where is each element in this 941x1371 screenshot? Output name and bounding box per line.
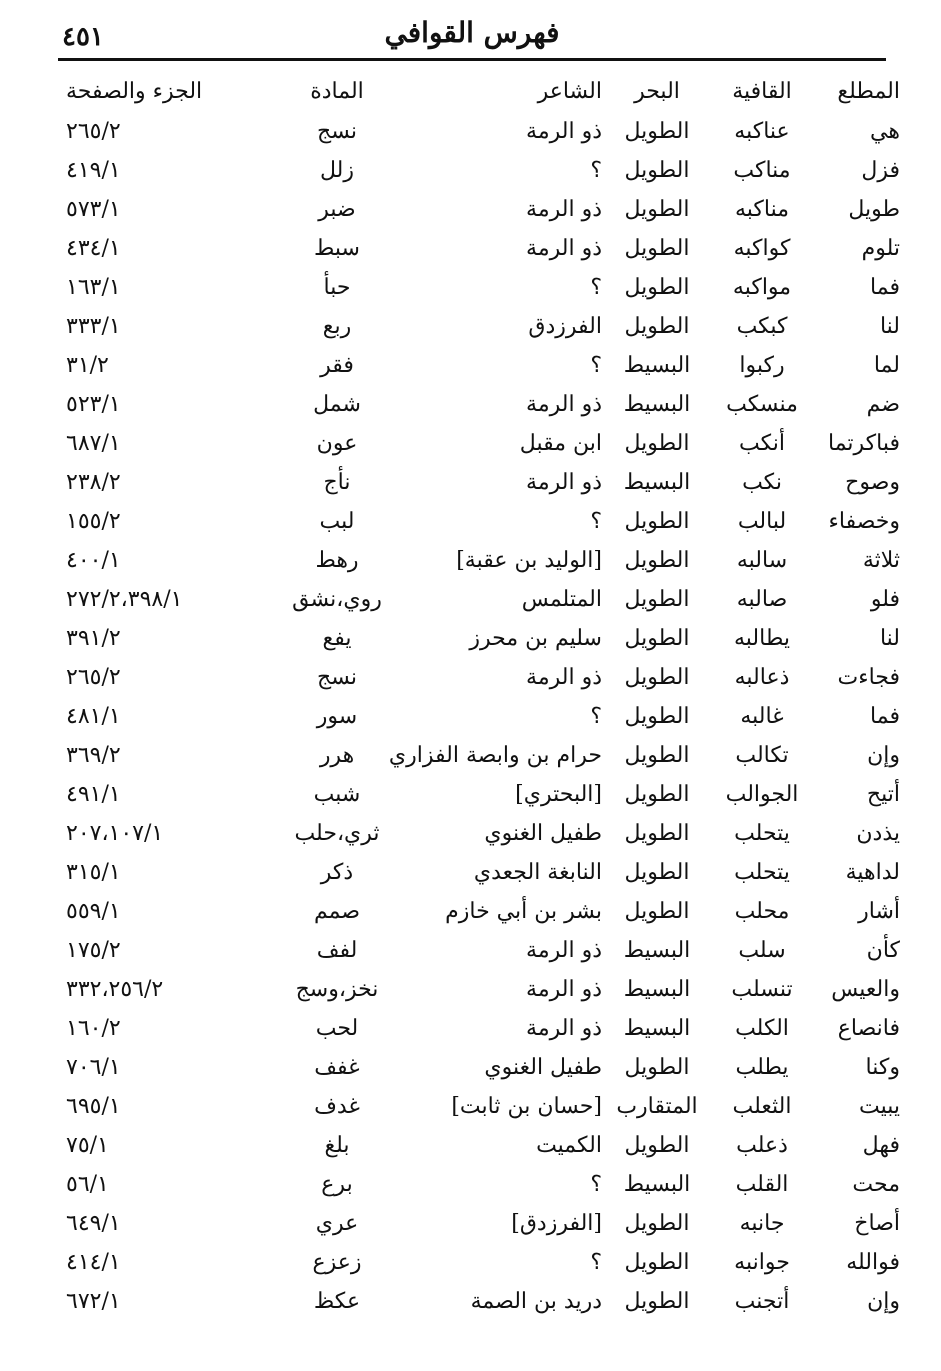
table-row bbox=[58, 463, 900, 502]
cell-volume-page: ٧٠٦/١ bbox=[66, 1055, 121, 1080]
cell-volume-page: ٣٩١/٢ bbox=[66, 626, 121, 651]
table-row bbox=[58, 1009, 900, 1048]
cell-poet: ذو الرمة bbox=[526, 197, 602, 222]
cell-poet: بشر بن أبي خازم bbox=[445, 899, 602, 924]
cell-opening: فلو bbox=[870, 587, 900, 612]
page-number: ٤٥١ bbox=[62, 22, 104, 52]
cell-root: هرر bbox=[319, 743, 355, 768]
cell-meter: الطويل bbox=[624, 704, 690, 729]
cell-opening: طويل bbox=[848, 197, 900, 222]
cell-root: ضبر bbox=[318, 197, 356, 222]
column-header-opening: المطلع bbox=[837, 78, 900, 104]
cell-volume-page: ٦٨٧/١ bbox=[66, 431, 121, 456]
cell-opening: يذدن bbox=[856, 821, 900, 846]
table-row bbox=[58, 1282, 900, 1321]
cell-poet: ؟ bbox=[590, 704, 602, 729]
table-row bbox=[58, 814, 900, 853]
cell-opening: وصوح bbox=[845, 470, 900, 495]
cell-root: نأج bbox=[323, 470, 351, 495]
cell-poet: سليم بن محرز bbox=[469, 626, 602, 651]
cell-meter: الطويل bbox=[624, 821, 690, 846]
cell-root: برع bbox=[321, 1172, 353, 1197]
cell-opening: فانصاع bbox=[837, 1016, 900, 1041]
table-row bbox=[58, 892, 900, 931]
cell-rhyme: منسكب bbox=[726, 392, 798, 417]
cell-meter: الطويل bbox=[624, 899, 690, 924]
cell-rhyme: لبالب bbox=[737, 509, 787, 534]
cell-root: ربع bbox=[322, 314, 352, 339]
cell-rhyme: الثعلب bbox=[732, 1094, 792, 1119]
cell-volume-page: ٥٦/١ bbox=[66, 1172, 109, 1197]
cell-rhyme: مواكبه bbox=[732, 275, 792, 300]
cell-opening: لنا bbox=[879, 314, 900, 339]
cell-root: عون bbox=[316, 431, 358, 456]
column-header-rhyme: القافية bbox=[732, 78, 792, 104]
cell-poet: ؟ bbox=[590, 1250, 602, 1275]
cell-meter: البسيط bbox=[623, 353, 691, 378]
cell-volume-page: ٤٠٠/١ bbox=[66, 548, 121, 573]
cell-meter: الطويل bbox=[624, 1289, 690, 1314]
cell-meter: الطويل bbox=[624, 587, 690, 612]
cell-meter: الطويل bbox=[624, 1211, 690, 1236]
cell-poet: ؟ bbox=[590, 353, 602, 378]
cell-rhyme: مناكبه bbox=[734, 197, 790, 222]
cell-root: زعزع bbox=[312, 1250, 362, 1275]
cell-volume-page: ٦٧٢/١ bbox=[66, 1289, 121, 1314]
cell-volume-page: ٤٨١/١ bbox=[66, 704, 121, 729]
cell-rhyme: القلب bbox=[735, 1172, 789, 1197]
cell-meter: البسيط bbox=[623, 938, 691, 963]
cell-opening: فزل bbox=[861, 158, 900, 183]
cell-volume-page: ٦٤٩/١ bbox=[66, 1211, 121, 1236]
cell-meter: الطويل bbox=[624, 275, 690, 300]
cell-rhyme: يطلب bbox=[735, 1055, 789, 1080]
cell-root: نخز،وسج bbox=[295, 977, 379, 1002]
cell-poet: الكميت bbox=[536, 1133, 602, 1158]
cell-volume-page: ٧٥/١ bbox=[66, 1133, 109, 1158]
cell-poet: [البحتري] bbox=[515, 782, 602, 807]
cell-opening: محت bbox=[852, 1172, 900, 1197]
cell-root: يفع bbox=[322, 626, 352, 651]
cell-volume-page: ٢٦٥/٢ bbox=[66, 665, 121, 690]
cell-root: فقر bbox=[320, 353, 354, 378]
cell-opening: لداهية bbox=[845, 860, 900, 885]
table-body bbox=[58, 112, 900, 1321]
cell-poet: ذو الرمة bbox=[526, 119, 602, 144]
page-header bbox=[58, 8, 886, 56]
cell-opening: فما bbox=[870, 275, 900, 300]
column-header-root: المادة bbox=[310, 78, 364, 104]
table-row bbox=[58, 853, 900, 892]
cell-poet: ذو الرمة bbox=[526, 470, 602, 495]
cell-opening: والعيس bbox=[831, 977, 900, 1002]
table-row bbox=[58, 580, 900, 619]
cell-opening: أشار bbox=[858, 899, 900, 924]
cell-meter: الطويل bbox=[624, 665, 690, 690]
cell-volume-page: ١٦٠/٢ bbox=[66, 1016, 121, 1041]
cell-root: لفف bbox=[316, 938, 358, 963]
cell-root: غدف bbox=[314, 1094, 360, 1119]
cell-meter: الطويل bbox=[624, 782, 690, 807]
cell-opening: أصاخ bbox=[854, 1211, 900, 1236]
cell-opening: فوالله bbox=[846, 1250, 900, 1275]
cell-rhyme: صالبه bbox=[736, 587, 788, 612]
cell-poet: دريد بن الصمة bbox=[470, 1289, 602, 1314]
cell-rhyme: تكالب bbox=[735, 743, 789, 768]
cell-volume-page: ٣٦٩/٢ bbox=[66, 743, 121, 768]
cell-opening: لنا bbox=[879, 626, 900, 651]
column-header-ref: الجزء والصفحة bbox=[66, 78, 203, 104]
table-row bbox=[58, 1048, 900, 1087]
cell-root: سور bbox=[316, 704, 358, 729]
cell-rhyme: نكب bbox=[742, 470, 782, 495]
cell-opening: وخصفاء bbox=[828, 509, 900, 534]
cell-poet: ؟ bbox=[590, 275, 602, 300]
cell-root: نسج bbox=[317, 119, 357, 144]
cell-meter: الطويل bbox=[624, 626, 690, 651]
cell-opening: كأن bbox=[866, 938, 900, 963]
cell-rhyme: ركبوا bbox=[739, 353, 785, 378]
page-title: فهرس القوافي bbox=[384, 16, 560, 49]
cell-root: شبب bbox=[313, 782, 361, 807]
table-row bbox=[58, 1087, 900, 1126]
cell-root: نسج bbox=[317, 665, 357, 690]
cell-meter: الطويل bbox=[624, 548, 690, 573]
cell-rhyme: الكلب bbox=[735, 1016, 789, 1041]
cell-volume-page: ١٧٥/٢ bbox=[66, 938, 121, 963]
table-row bbox=[58, 268, 900, 307]
table-row bbox=[58, 619, 900, 658]
table-row bbox=[58, 658, 900, 697]
cell-meter: البسيط bbox=[623, 470, 691, 495]
cell-root: لبب bbox=[319, 509, 355, 534]
table-row bbox=[58, 502, 900, 541]
cell-poet: النابغة الجعدي bbox=[473, 860, 602, 885]
cell-rhyme: غالبه bbox=[740, 704, 784, 729]
cell-poet: حرام بن وابصة الفزاري bbox=[388, 743, 602, 768]
table-row bbox=[58, 229, 900, 268]
cell-meter: الطويل bbox=[624, 431, 690, 456]
cell-poet: [الفرزدق] bbox=[511, 1211, 602, 1236]
cell-root: ذكر bbox=[320, 860, 354, 885]
cell-opening: وإن bbox=[867, 1289, 900, 1314]
table-row bbox=[58, 1243, 900, 1282]
cell-root: زلل bbox=[320, 158, 354, 183]
cell-opening: أتيح bbox=[866, 782, 900, 807]
cell-root: غفف bbox=[314, 1055, 360, 1080]
cell-volume-page: ٢٦٥/٢ bbox=[66, 119, 121, 144]
cell-opening: ثلاثة bbox=[862, 548, 900, 573]
cell-meter: الطويل bbox=[624, 158, 690, 183]
cell-root: روي،نشق bbox=[292, 587, 382, 612]
cell-root: بلغ bbox=[324, 1133, 350, 1158]
cell-rhyme: يطالبه bbox=[733, 626, 790, 651]
cell-rhyme: سلب bbox=[738, 938, 786, 963]
cell-volume-page: ١٥٥/٢ bbox=[66, 509, 121, 534]
table-header-row bbox=[58, 70, 900, 112]
cell-rhyme: كبكب bbox=[736, 314, 788, 339]
cell-volume-page: ٤١٤/١ bbox=[66, 1250, 121, 1275]
cell-rhyme: تنسلب bbox=[731, 977, 793, 1002]
cell-opening: يبيت bbox=[858, 1094, 900, 1119]
cell-poet: ؟ bbox=[590, 1172, 602, 1197]
cell-meter: الطويل bbox=[624, 509, 690, 534]
cell-poet: ذو الرمة bbox=[526, 665, 602, 690]
cell-poet: ذو الرمة bbox=[526, 236, 602, 261]
cell-root: صمم bbox=[313, 899, 361, 924]
cell-root: رهط bbox=[315, 548, 359, 573]
cell-poet: الفرزدق bbox=[528, 314, 602, 339]
cell-meter: البسيط bbox=[623, 392, 691, 417]
column-header-meter: البحر bbox=[634, 78, 680, 104]
table-row bbox=[58, 385, 900, 424]
cell-volume-page: ١٦٣/١ bbox=[66, 275, 121, 300]
cell-meter: الطويل bbox=[624, 743, 690, 768]
cell-poet: ذو الرمة bbox=[526, 1016, 602, 1041]
cell-meter: البسيط bbox=[623, 977, 691, 1002]
table-row bbox=[58, 112, 900, 151]
table-row bbox=[58, 1126, 900, 1165]
cell-meter: الطويل bbox=[624, 236, 690, 261]
cell-opening: لما bbox=[873, 353, 900, 378]
cell-poet: ؟ bbox=[590, 509, 602, 534]
cell-poet: ابن مقبل bbox=[519, 431, 602, 456]
cell-opening: هي bbox=[870, 119, 900, 144]
table-row bbox=[58, 424, 900, 463]
cell-rhyme: مناكب bbox=[733, 158, 791, 183]
cell-meter: المتقارب bbox=[616, 1094, 698, 1119]
table-row bbox=[58, 1204, 900, 1243]
cell-meter: الطويل bbox=[624, 860, 690, 885]
cell-volume-page: ٤٣٤/١ bbox=[66, 236, 121, 261]
cell-root: ثري،حلب bbox=[294, 821, 380, 846]
cell-rhyme: يتحلب bbox=[734, 860, 790, 885]
table-row bbox=[58, 151, 900, 190]
column-header-poet: الشاعر bbox=[537, 78, 602, 104]
cell-root: سبط bbox=[314, 236, 360, 261]
cell-opening: فما bbox=[870, 704, 900, 729]
cell-rhyme: محلب bbox=[734, 899, 790, 924]
cell-poet: [الوليد بن عقبة] bbox=[456, 548, 602, 573]
cell-poet: ؟ bbox=[590, 158, 602, 183]
cell-opening: فباكرتما bbox=[827, 431, 900, 456]
table-row bbox=[58, 970, 900, 1009]
cell-meter: الطويل bbox=[624, 1133, 690, 1158]
cell-volume-page: ٣٣٢،٢٥٦/٢ bbox=[66, 977, 164, 1002]
cell-volume-page: ٣١/٢ bbox=[66, 353, 109, 378]
cell-volume-page: ٢٠٧،١٠٧/١ bbox=[66, 821, 164, 846]
cell-meter: الطويل bbox=[624, 197, 690, 222]
cell-root: عكظ bbox=[313, 1289, 361, 1314]
cell-poet: ذو الرمة bbox=[526, 938, 602, 963]
cell-root: لحب bbox=[315, 1016, 359, 1041]
cell-meter: الطويل bbox=[624, 314, 690, 339]
cell-opening: ضم bbox=[866, 392, 900, 417]
cell-opening: فهل bbox=[862, 1133, 900, 1158]
cell-volume-page: ٦٩٥/١ bbox=[66, 1094, 121, 1119]
cell-volume-page: ٤٩١/١ bbox=[66, 782, 121, 807]
cell-rhyme: أنكب bbox=[739, 431, 785, 456]
cell-meter: الطويل bbox=[624, 1250, 690, 1275]
cell-volume-page: ٣١٥/١ bbox=[66, 860, 121, 885]
cell-rhyme: كواكبه bbox=[733, 236, 791, 261]
cell-rhyme: يتحلب bbox=[734, 821, 790, 846]
cell-opening: تلوم bbox=[861, 236, 900, 261]
cell-poet: ذو الرمة bbox=[526, 977, 602, 1002]
cell-volume-page: ٥٢٣/١ bbox=[66, 392, 121, 417]
cell-opening: فجاءت bbox=[837, 665, 900, 690]
cell-volume-page: ٥٧٣/١ bbox=[66, 197, 121, 222]
table-row bbox=[58, 736, 900, 775]
cell-volume-page: ٣٣٣/١ bbox=[66, 314, 121, 339]
rhyme-index-table bbox=[58, 70, 900, 1321]
table-row bbox=[58, 931, 900, 970]
cell-meter: الطويل bbox=[624, 1055, 690, 1080]
cell-rhyme: جوانبه bbox=[734, 1250, 790, 1275]
cell-poet: ذو الرمة bbox=[526, 392, 602, 417]
table-row bbox=[58, 541, 900, 580]
cell-rhyme: ذعالبه bbox=[734, 665, 790, 690]
table-row bbox=[58, 346, 900, 385]
table-row bbox=[58, 190, 900, 229]
cell-poet: طفيل الغنوي bbox=[484, 1055, 602, 1080]
cell-meter: الطويل bbox=[624, 119, 690, 144]
cell-meter: البسيط bbox=[623, 1172, 691, 1197]
cell-volume-page: ٢٧٢/٢،٣٩٨/١ bbox=[66, 587, 183, 612]
table-row bbox=[58, 775, 900, 814]
cell-rhyme: عناكبه bbox=[734, 119, 790, 144]
cell-volume-page: ٥٥٩/١ bbox=[66, 899, 121, 924]
cell-poet: المتلمس bbox=[521, 587, 602, 612]
cell-rhyme: جانبه bbox=[739, 1211, 785, 1236]
table-row bbox=[58, 1165, 900, 1204]
table-row bbox=[58, 307, 900, 346]
cell-volume-page: ٢٣٨/٢ bbox=[66, 470, 121, 495]
cell-poet: طفيل الغنوي bbox=[484, 821, 602, 846]
cell-opening: وإن bbox=[867, 743, 900, 768]
header-rule bbox=[58, 58, 886, 61]
cell-rhyme: الجوالب bbox=[725, 782, 799, 807]
cell-rhyme: سالبه bbox=[736, 548, 788, 573]
cell-volume-page: ٤١٩/١ bbox=[66, 158, 121, 183]
cell-meter: البسيط bbox=[623, 1016, 691, 1041]
table-row bbox=[58, 697, 900, 736]
cell-rhyme: أتجنب bbox=[734, 1289, 790, 1314]
cell-poet: [حسان بن ثابت] bbox=[451, 1094, 602, 1119]
cell-rhyme: ذعلب bbox=[736, 1133, 788, 1158]
cell-root: حبأ bbox=[323, 275, 351, 300]
cell-opening: وكنا bbox=[865, 1055, 900, 1080]
cell-root: عري bbox=[315, 1211, 359, 1236]
cell-root: شمل bbox=[313, 392, 361, 417]
